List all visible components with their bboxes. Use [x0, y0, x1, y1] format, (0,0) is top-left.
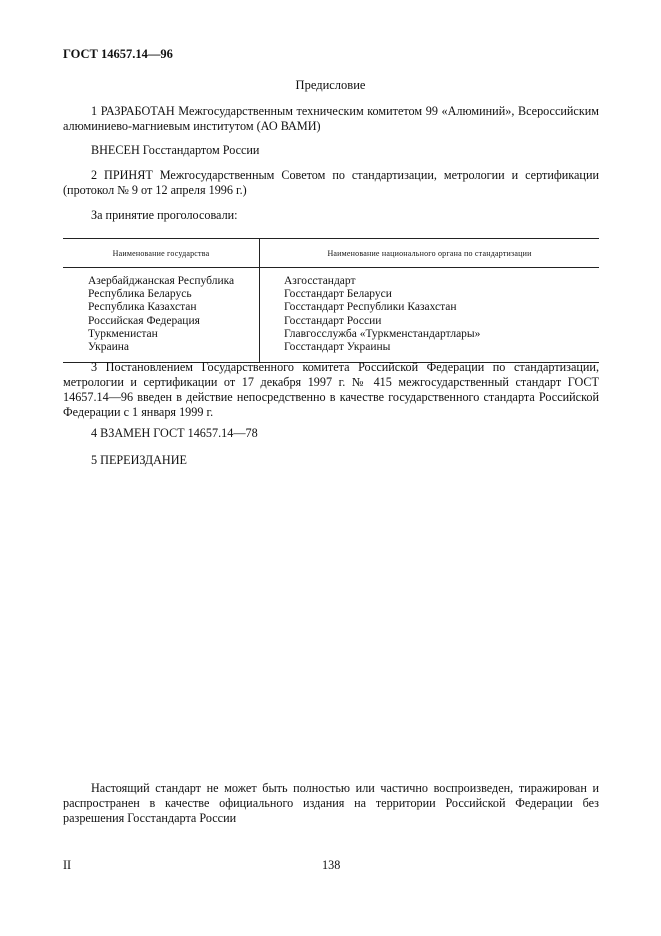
voted-label: За принятие проголосовали: [91, 208, 238, 222]
section-2-text: 2 ПРИНЯТ Межгосударственным Советом по стандартизации, метрологии и сертификации (протокол № 9 от 12 апреля 1996 г.) [63, 168, 599, 197]
bodies-column [260, 268, 600, 363]
state-name: Республика Беларусь [88, 288, 192, 301]
body-name: Госстандарт России [284, 314, 382, 327]
body-name: Госстандарт Беларуси [284, 288, 392, 301]
table-body-row [63, 268, 599, 363]
section-3-enacted [63, 360, 599, 420]
body-name: Азгосстандарт [284, 275, 356, 287]
state-name: Республика Казахстан [88, 301, 197, 314]
section-2-adopted [63, 168, 599, 198]
states-column [63, 268, 260, 363]
introduced-by: ВНЕСЕН Госстандартом России [91, 143, 260, 157]
body-name: Главгосслужба «Туркменстандартлары» [284, 327, 481, 340]
copyright-notice [63, 781, 599, 826]
state-name: Туркменистан [88, 327, 158, 340]
page-title: Предисловие [295, 78, 366, 92]
header-state: Наименование государства [63, 239, 260, 268]
section-4-replaces: 4 ВЗАМЕН ГОСТ 14657.14—78 [91, 426, 258, 440]
body-name: Госстандарт Республики Казахстан [284, 301, 457, 314]
header-standards-body: Наименование национального органа по стандартизации [260, 239, 600, 268]
state-name: Азербайджанская Республика [88, 275, 235, 287]
page-number: 138 [322, 858, 341, 872]
page-roman-numeral: II [63, 858, 72, 872]
copyright-notice-text: Настоящий стандарт не может быть полностью или частично воспроизведен, тиражирован и распространен в качестве официального издания на территории Российской Федерации без разрешения Госстандарта России [63, 781, 599, 825]
body-name: Госстандарт Украины [284, 341, 391, 354]
table-header-row [63, 239, 599, 268]
state-name: Российская Федерация [88, 314, 200, 327]
section-3-text: 3 Постановлением Государственного комитета Российской Федерации по стандартизации, метрологии и сертификации от 17 декабря 1997 г. № 415 межгосударственный стандарт ГОСТ 14657.14—96 введен в действие непосредственно в качестве государственного стандарта Российской Федерации с 1 января 1999 г. [63, 360, 599, 419]
section-5-reissue: 5 ПЕРЕИЗДАНИЕ [91, 453, 187, 467]
states-table [63, 238, 599, 363]
section-1-text: 1 РАЗРАБОТАН Межгосударственным техническим комитетом 99 «Алюминий», Всероссийским алюминиево-магниевым институтом (АО ВАМИ) [63, 104, 599, 133]
section-1-developed [63, 104, 599, 134]
document-header: ГОСТ 14657.14—96 [63, 47, 173, 61]
state-name: Украина [88, 341, 129, 354]
